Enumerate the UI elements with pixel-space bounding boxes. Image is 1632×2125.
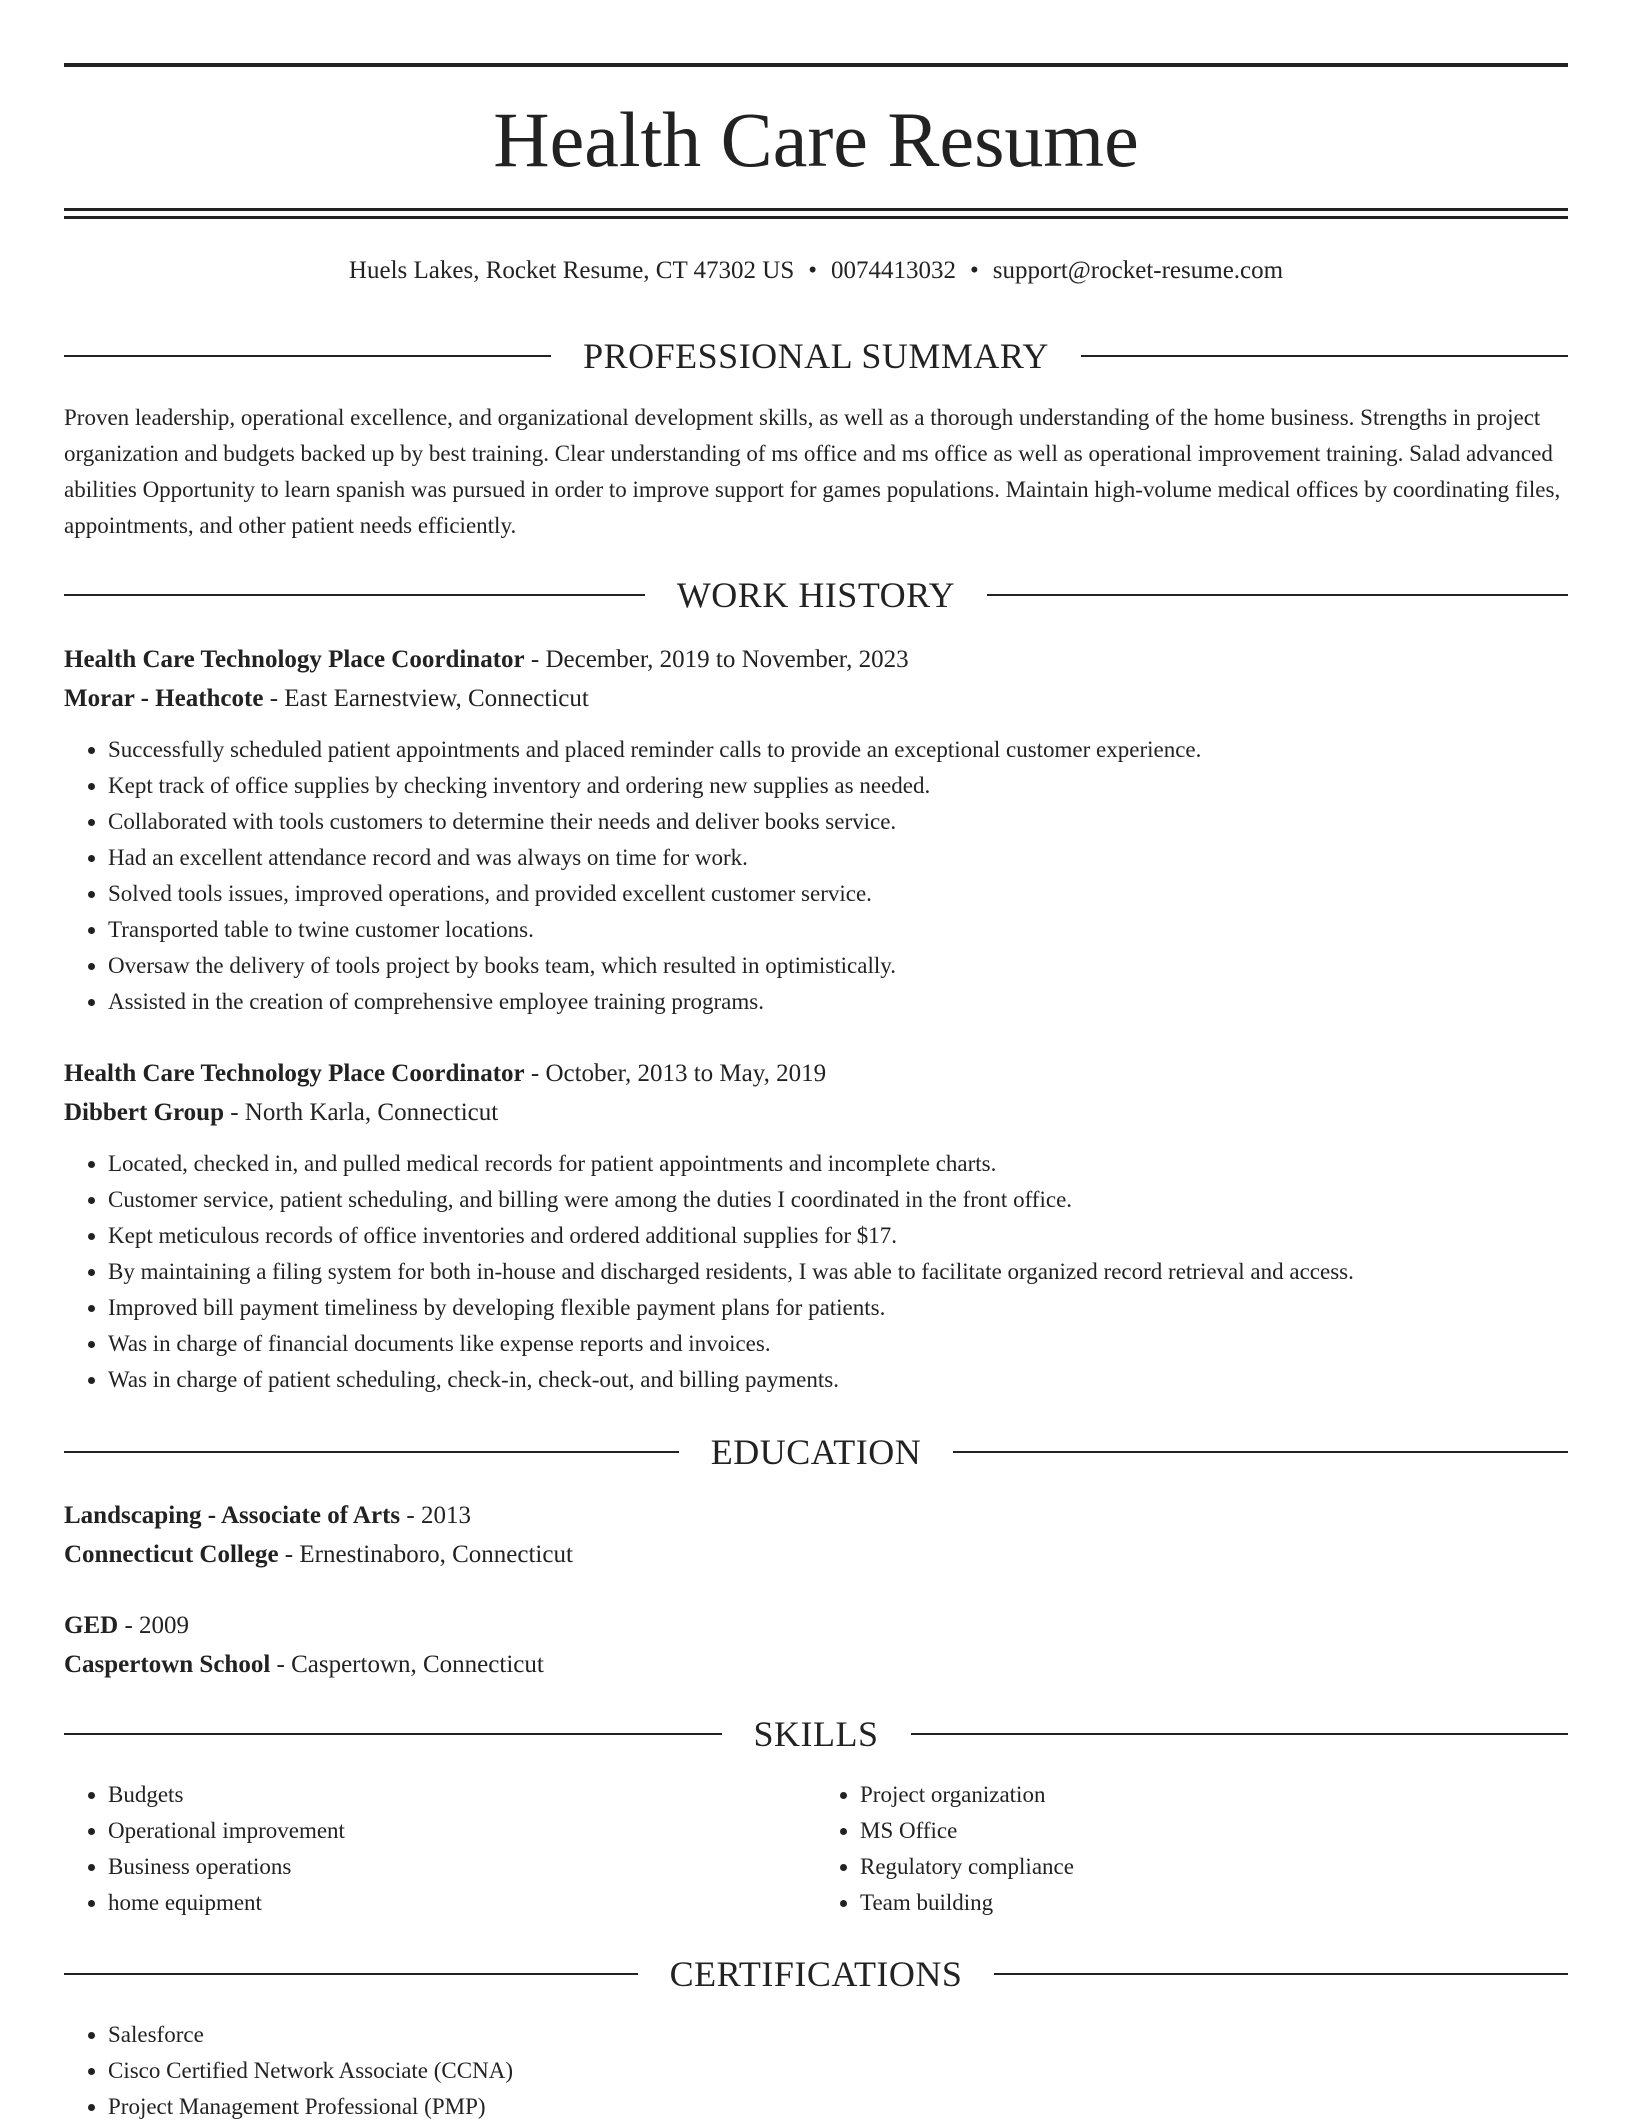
skill-item: • home equipment bbox=[108, 1885, 816, 1921]
list-item: • Assisted in the creation of comprehensive employee training programs. bbox=[108, 984, 1568, 1020]
job-location: - East Earnestview, Connecticut bbox=[263, 685, 589, 712]
education-entry bbox=[64, 1496, 1568, 1574]
header-double-rule-top bbox=[64, 208, 1568, 211]
contact-address: Huels Lakes, Rocket Resume, CT 47302 US bbox=[348, 257, 795, 284]
header-double-rule-bottom bbox=[64, 216, 1568, 219]
skill-item: • Regulatory compliance bbox=[860, 1849, 1568, 1885]
job-dates: - December, 2019 to November, 2023 bbox=[524, 646, 909, 673]
job-title: Health Care Technology Place Coordinator bbox=[64, 1060, 525, 1087]
skill-item: • Business operations bbox=[108, 1849, 816, 1885]
section-title: CERTIFICATIONS bbox=[669, 1954, 963, 1994]
list-item: • Was in charge of patient scheduling, check-in, check-out, and billing payments. bbox=[108, 1362, 1568, 1398]
certification-item: • Cisco Certified Network Associate (CCNA) bbox=[108, 2053, 1568, 2089]
job-company: Morar - Heathcote bbox=[64, 685, 264, 712]
certification-item: • Project Management Professional (PMP) bbox=[108, 2089, 1568, 2125]
job-bullets bbox=[64, 732, 1568, 1020]
list-item: • Customer service, patient scheduling, and billing were among the duties I coordinated in the front office. bbox=[108, 1182, 1568, 1218]
certification-item: • Salesforce bbox=[108, 2017, 1568, 2053]
education-degree: GED bbox=[64, 1612, 119, 1639]
contact-phone: 0074413032 bbox=[831, 257, 957, 284]
divider-line bbox=[953, 1451, 1568, 1453]
job-bullets bbox=[64, 1146, 1568, 1398]
education-school-line bbox=[64, 1535, 1568, 1574]
education-location: - Caspertown, Connecticut bbox=[270, 1651, 544, 1678]
section-title: WORK HISTORY bbox=[676, 575, 956, 615]
section-heading-education bbox=[64, 1430, 1568, 1474]
education-entry bbox=[64, 1606, 1568, 1684]
list-item: • Was in charge of financial documents like expense reports and invoices. bbox=[108, 1326, 1568, 1362]
skills-columns bbox=[64, 1777, 1568, 1921]
list-item: • Improved bill payment timeliness by developing flexible payment plans for patients. bbox=[108, 1290, 1568, 1326]
list-item: • Had an excellent attendance record and was always on time for work. bbox=[108, 840, 1568, 876]
education-year: - 2013 bbox=[400, 1502, 471, 1529]
job-entry bbox=[64, 1054, 1568, 1398]
divider-line bbox=[64, 355, 551, 357]
skill-item: • MS Office bbox=[860, 1813, 1568, 1849]
job-company: Dibbert Group bbox=[64, 1099, 224, 1126]
job-location: - North Karla, Connecticut bbox=[223, 1099, 499, 1126]
section-title: EDUCATION bbox=[710, 1432, 922, 1472]
resume-title: Health Care Resume bbox=[493, 96, 1139, 183]
divider-line bbox=[64, 594, 645, 596]
education-year: - 2009 bbox=[118, 1612, 190, 1639]
education-school: Connecticut College bbox=[64, 1541, 279, 1568]
skill-item: • Operational improvement bbox=[108, 1813, 816, 1849]
list-item: • Solved tools issues, improved operations, and provided excellent customer service. bbox=[108, 876, 1568, 912]
education-location: - Ernestinaboro, Connecticut bbox=[278, 1541, 573, 1568]
skill-item: • Project organization bbox=[860, 1777, 1568, 1813]
skill-item: • Team building bbox=[860, 1885, 1568, 1921]
list-item: • By maintaining a filing system for both in-house and discharged residents, I was able to facilitate organized record retrieval and access. bbox=[108, 1254, 1568, 1290]
job-title-line bbox=[64, 1054, 1568, 1093]
list-item: • Kept track of office supplies by checking inventory and ordering new supplies as needed. bbox=[108, 768, 1568, 804]
contact-separator: • bbox=[808, 257, 818, 284]
divider-line bbox=[64, 1451, 679, 1453]
job-title: Health Care Technology Place Coordinator bbox=[64, 646, 525, 673]
certifications-list bbox=[64, 2017, 1568, 2125]
list-item: • Successfully scheduled patient appointments and placed reminder calls to provide an exceptional customer experience. bbox=[108, 732, 1568, 768]
header-top-rule bbox=[64, 63, 1568, 67]
divider-line bbox=[987, 594, 1568, 596]
list-item: • Kept meticulous records of office inventories and ordered additional supplies for $17. bbox=[108, 1218, 1568, 1254]
list-item: • Collaborated with tools customers to determine their needs and deliver books service. bbox=[108, 804, 1568, 840]
education-school: Caspertown School bbox=[64, 1651, 271, 1678]
summary-paragraph: Proven leadership, operational excellence, and organizational development skills, as well as a thorough understanding of the home business. Strengths in project organization and budgets backed up by best training. Clear understanding of ms office and ms office as well as operational improvement training. Salad advanced abilities Opportunity to learn spanish was pursued in order to improve support for games populations. Maintain high-volume medical offices by coordinating files, appointments, and other patient needs efficiently. bbox=[64, 405, 1561, 538]
divider-line bbox=[1081, 355, 1568, 357]
divider-line bbox=[64, 1973, 638, 1975]
list-item: • Located, checked in, and pulled medical records for patient appointments and incomplete charts. bbox=[108, 1146, 1568, 1182]
job-company-line bbox=[64, 679, 1568, 718]
job-title-line bbox=[64, 640, 1568, 679]
education-school-line bbox=[64, 1645, 1568, 1684]
skills-list-right bbox=[816, 1777, 1568, 1921]
certifications-block bbox=[64, 2017, 1568, 2125]
section-heading-work-history bbox=[64, 573, 1568, 617]
section-heading-summary bbox=[64, 334, 1568, 378]
job-company-line bbox=[64, 1093, 1568, 1132]
contact-line bbox=[64, 253, 1568, 289]
contact-email: support@rocket-resume.com bbox=[992, 257, 1284, 284]
section-title: SKILLS bbox=[753, 1714, 879, 1754]
education-degree: Landscaping - Associate of Arts bbox=[64, 1502, 401, 1529]
divider-line bbox=[994, 1973, 1568, 1975]
contact-separator: • bbox=[970, 257, 979, 284]
divider-line bbox=[911, 1733, 1569, 1735]
section-heading-certifications bbox=[64, 1952, 1568, 1996]
section-heading-skills bbox=[64, 1712, 1568, 1756]
skill-item: • Budgets bbox=[108, 1777, 816, 1813]
job-entry bbox=[64, 640, 1568, 1020]
list-item: • Oversaw the delivery of tools project by books team, which resulted in optimistically. bbox=[108, 948, 1568, 984]
section-title: PROFESSIONAL SUMMARY bbox=[583, 336, 1049, 376]
education-degree-line bbox=[64, 1496, 1568, 1535]
divider-line bbox=[64, 1733, 722, 1735]
job-dates: - October, 2013 to May, 2019 bbox=[524, 1060, 827, 1087]
education-degree-line bbox=[64, 1606, 1568, 1645]
skills-list-left bbox=[64, 1777, 816, 1921]
list-item: • Transported table to twine customer locations. bbox=[108, 912, 1568, 948]
